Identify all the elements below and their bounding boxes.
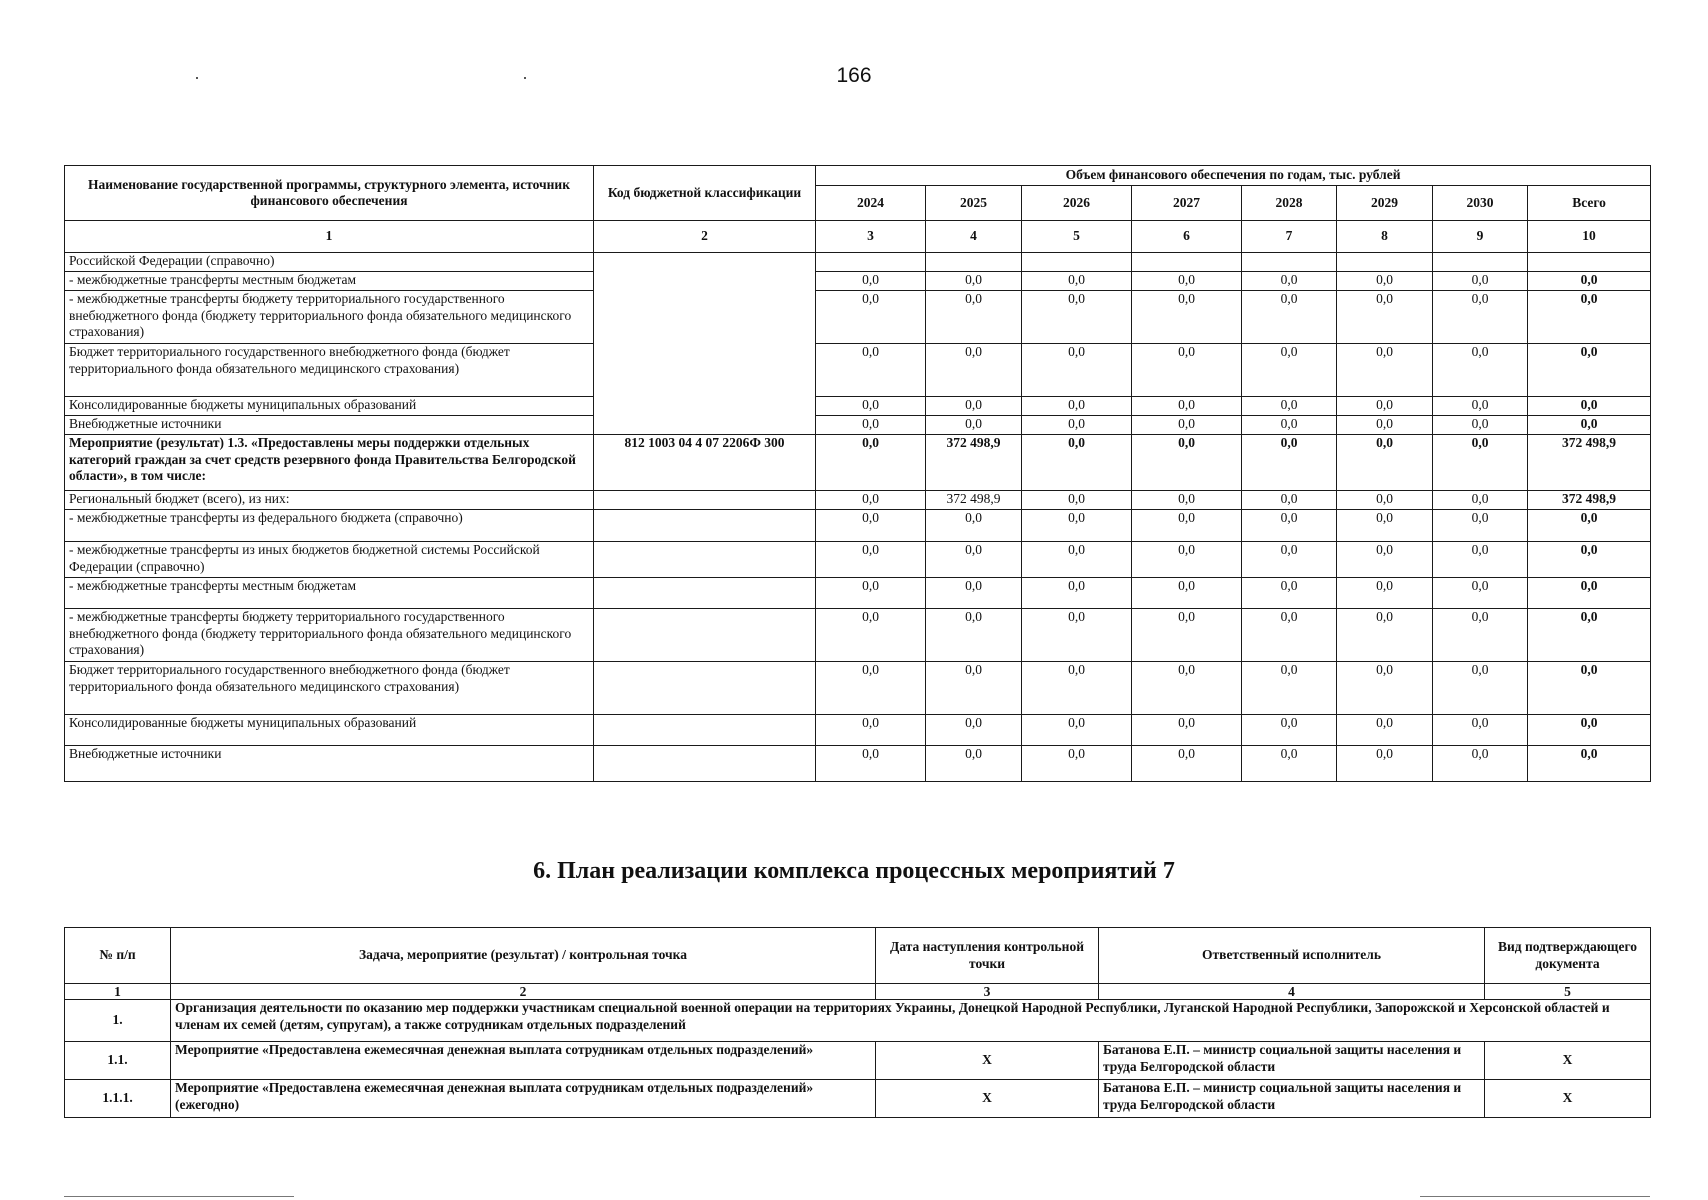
header-volume-group: Объем финансового обеспечения по годам, тыс. рублей bbox=[816, 166, 1651, 186]
row-value: 0,0 bbox=[1132, 715, 1242, 746]
row-value: 0,0 bbox=[1022, 416, 1132, 435]
row-code bbox=[594, 253, 816, 435]
header-year: Всего bbox=[1528, 186, 1651, 221]
row-name: Бюджет территориального государственного внебюджетного фонда (бюджет территориального фонда обязательного медицинского страхования) bbox=[65, 662, 594, 715]
row-name: Мероприятие (результат) 1.3. «Предоставлены меры поддержки отдельных категорий граждан за счет средств резервного фонда Правительства Белгородской области», в том числе: bbox=[65, 435, 594, 491]
row-value: 0,0 bbox=[1132, 746, 1242, 782]
row-value: 0,0 bbox=[1337, 291, 1433, 344]
row-name: Консолидированные бюджеты муниципальных образований bbox=[65, 715, 594, 746]
row-name: Внебюджетные источники bbox=[65, 416, 594, 435]
row-value: 0,0 bbox=[1242, 662, 1337, 715]
table-row bbox=[65, 344, 1651, 397]
row-value: 0,0 bbox=[816, 291, 926, 344]
row-code bbox=[594, 715, 816, 746]
table-row bbox=[65, 397, 1651, 416]
row-value: 0,0 bbox=[1022, 715, 1132, 746]
row-value: 0,0 bbox=[816, 662, 926, 715]
row-value: 0,0 bbox=[1132, 491, 1242, 510]
row-value: 0,0 bbox=[1132, 542, 1242, 578]
table-row bbox=[65, 510, 1651, 542]
row-name: Бюджет территориального государственного внебюджетного фонда (бюджет территориального фонда обязательного медицинского страхования) bbox=[65, 344, 594, 397]
row-name: Внебюджетные источники bbox=[65, 746, 594, 782]
table-row bbox=[65, 416, 1651, 435]
row-value: 0,0 bbox=[1022, 662, 1132, 715]
row-value: 0,0 bbox=[1433, 609, 1528, 662]
row-value: 0,0 bbox=[926, 510, 1022, 542]
row-task: Мероприятие «Предоставлена ежемесячная денежная выплата сотрудникам отдельных подразделений» (ежегодно) bbox=[171, 1080, 876, 1118]
row-value: 0,0 bbox=[1433, 715, 1528, 746]
table-row bbox=[65, 1042, 1651, 1080]
row-num: 1.1.1. bbox=[65, 1080, 171, 1118]
column-index: 1 bbox=[65, 984, 171, 1000]
row-value: 0,0 bbox=[1433, 416, 1528, 435]
row-value: 0,0 bbox=[1337, 542, 1433, 578]
row-value: 0,0 bbox=[926, 715, 1022, 746]
row-value bbox=[1132, 253, 1242, 272]
section-title: 6. План реализации комплекса процессных мероприятий 7 bbox=[533, 858, 1175, 884]
column-index: 3 bbox=[816, 221, 926, 253]
row-value bbox=[1528, 253, 1651, 272]
column-index: 3 bbox=[876, 984, 1099, 1000]
row-value: 0,0 bbox=[1242, 416, 1337, 435]
row-name: Региональный бюджет (всего), из них: bbox=[65, 491, 594, 510]
table-row bbox=[65, 435, 1651, 491]
row-date: Х bbox=[876, 1080, 1099, 1118]
row-value: 0,0 bbox=[926, 542, 1022, 578]
row-value: 0,0 bbox=[926, 272, 1022, 291]
row-value: 0,0 bbox=[926, 344, 1022, 397]
row-value: 372 498,9 bbox=[926, 491, 1022, 510]
table-row bbox=[65, 715, 1651, 746]
row-value: 0,0 bbox=[1337, 662, 1433, 715]
row-value: 0,0 bbox=[1528, 510, 1651, 542]
row-value: 0,0 bbox=[816, 491, 926, 510]
row-value: 0,0 bbox=[1132, 272, 1242, 291]
row-code bbox=[594, 609, 816, 662]
row-value: 0,0 bbox=[926, 609, 1022, 662]
row-value: 0,0 bbox=[1242, 542, 1337, 578]
row-name: Российской Федерации (справочно) bbox=[65, 253, 594, 272]
row-value: 0,0 bbox=[1132, 578, 1242, 609]
row-value: 0,0 bbox=[1132, 397, 1242, 416]
row-name: - межбюджетные трансферты бюджету территориального государственного внебюджетного фонда (бюджету территориального фонда обязательного медицинского страхования) bbox=[65, 291, 594, 344]
row-name: - межбюджетные трансферты из иных бюджетов бюджетной системы Российской Федерации (справочно) bbox=[65, 542, 594, 578]
section-row-num: 1. bbox=[65, 1000, 171, 1042]
row-value: 0,0 bbox=[1433, 542, 1528, 578]
row-code bbox=[594, 542, 816, 578]
row-value: 0,0 bbox=[1337, 746, 1433, 782]
row-value: 0,0 bbox=[926, 578, 1022, 609]
row-code: 812 1003 04 4 07 2206Ф 300 bbox=[594, 435, 816, 491]
row-value: 0,0 bbox=[1337, 416, 1433, 435]
row-value: 0,0 bbox=[1242, 272, 1337, 291]
row-value: 0,0 bbox=[1242, 491, 1337, 510]
row-value: 0,0 bbox=[1433, 435, 1528, 491]
column-index: 6 bbox=[1132, 221, 1242, 253]
header-year: 2024 bbox=[816, 186, 926, 221]
row-value: 0,0 bbox=[1022, 272, 1132, 291]
row-value: 0,0 bbox=[1132, 344, 1242, 397]
row-value: 0,0 bbox=[1433, 510, 1528, 542]
row-value: 0,0 bbox=[926, 416, 1022, 435]
column-index: 2 bbox=[594, 221, 816, 253]
row-value: 0,0 bbox=[1022, 491, 1132, 510]
row-name: - межбюджетные трансферты бюджету территориального государственного внебюджетного фонда (бюджету территориального фонда обязательного медицинского страхования) bbox=[65, 609, 594, 662]
row-value: 0,0 bbox=[1022, 435, 1132, 491]
table-row bbox=[65, 1080, 1651, 1118]
row-value: 372 498,9 bbox=[926, 435, 1022, 491]
table-row bbox=[65, 609, 1651, 662]
header-year: 2026 bbox=[1022, 186, 1132, 221]
row-value: 0,0 bbox=[816, 272, 926, 291]
row-value: 0,0 bbox=[1433, 291, 1528, 344]
row-num: 1.1. bbox=[65, 1042, 171, 1080]
row-value: 0,0 bbox=[1528, 344, 1651, 397]
column-index: 5 bbox=[1022, 221, 1132, 253]
row-value bbox=[1433, 253, 1528, 272]
header-year: 2028 bbox=[1242, 186, 1337, 221]
row-value: 0,0 bbox=[1528, 662, 1651, 715]
row-value: 0,0 bbox=[1242, 609, 1337, 662]
row-value: 0,0 bbox=[816, 397, 926, 416]
row-value: 0,0 bbox=[1022, 344, 1132, 397]
row-value: 0,0 bbox=[816, 435, 926, 491]
column-index: 1 bbox=[65, 221, 594, 253]
row-responsible: Батанова Е.П. – министр социальной защиты населения и труда Белгородской области bbox=[1099, 1080, 1485, 1118]
row-name: Консолидированные бюджеты муниципальных образований bbox=[65, 397, 594, 416]
row-value: 0,0 bbox=[1528, 542, 1651, 578]
row-value: 0,0 bbox=[816, 510, 926, 542]
row-value: 0,0 bbox=[1242, 578, 1337, 609]
column-index: 4 bbox=[926, 221, 1022, 253]
row-value: 0,0 bbox=[1022, 510, 1132, 542]
column-index: 9 bbox=[1433, 221, 1528, 253]
row-value: 0,0 bbox=[816, 542, 926, 578]
row-value: 0,0 bbox=[1433, 397, 1528, 416]
row-value: 0,0 bbox=[1022, 291, 1132, 344]
row-document-type: Х bbox=[1485, 1080, 1651, 1118]
row-responsible: Батанова Е.П. – министр социальной защиты населения и труда Белгородской области bbox=[1099, 1042, 1485, 1080]
header-task: Задача, мероприятие (результат) / контрольная точка bbox=[171, 928, 876, 984]
row-value: 0,0 bbox=[1132, 510, 1242, 542]
row-value: 0,0 bbox=[1337, 578, 1433, 609]
row-value: 0,0 bbox=[1528, 272, 1651, 291]
row-value: 372 498,9 bbox=[1528, 435, 1651, 491]
row-task: Мероприятие «Предоставлена ежемесячная денежная выплата сотрудникам отдельных подразделений» bbox=[171, 1042, 876, 1080]
column-index: 5 bbox=[1485, 984, 1651, 1000]
row-value: 0,0 bbox=[1528, 715, 1651, 746]
table-row bbox=[65, 662, 1651, 715]
table-row bbox=[65, 491, 1651, 510]
row-value: 0,0 bbox=[1132, 291, 1242, 344]
row-value: 0,0 bbox=[1337, 510, 1433, 542]
row-value: 0,0 bbox=[1337, 397, 1433, 416]
row-value: 0,0 bbox=[1528, 746, 1651, 782]
financing-table bbox=[64, 165, 1651, 782]
row-value: 0,0 bbox=[1242, 435, 1337, 491]
row-value: 0,0 bbox=[1022, 609, 1132, 662]
scan-speck bbox=[524, 77, 526, 79]
row-value: 0,0 bbox=[1242, 397, 1337, 416]
row-code bbox=[594, 491, 816, 510]
row-value: 0,0 bbox=[1022, 542, 1132, 578]
table-row bbox=[65, 542, 1651, 578]
row-value: 0,0 bbox=[1337, 344, 1433, 397]
row-value: 0,0 bbox=[1242, 291, 1337, 344]
row-date: Х bbox=[876, 1042, 1099, 1080]
row-value bbox=[816, 253, 926, 272]
row-value: 0,0 bbox=[1528, 416, 1651, 435]
row-value: 0,0 bbox=[1528, 397, 1651, 416]
row-value: 372 498,9 bbox=[1528, 491, 1651, 510]
row-value: 0,0 bbox=[816, 609, 926, 662]
row-value: 0,0 bbox=[926, 397, 1022, 416]
row-value: 0,0 bbox=[1528, 578, 1651, 609]
row-value bbox=[1022, 253, 1132, 272]
row-value bbox=[926, 253, 1022, 272]
row-name: - межбюджетные трансферты местным бюджетам bbox=[65, 272, 594, 291]
row-value: 0,0 bbox=[816, 715, 926, 746]
table-row bbox=[65, 253, 1651, 272]
row-value: 0,0 bbox=[1337, 491, 1433, 510]
footer-rule bbox=[64, 1196, 294, 1197]
column-index: 10 bbox=[1528, 221, 1651, 253]
row-value: 0,0 bbox=[1337, 715, 1433, 746]
row-value: 0,0 bbox=[816, 746, 926, 782]
row-value: 0,0 bbox=[1022, 578, 1132, 609]
row-value bbox=[1337, 253, 1433, 272]
column-index: 2 bbox=[171, 984, 876, 1000]
row-value: 0,0 bbox=[1242, 746, 1337, 782]
row-name: - межбюджетные трансферты местным бюджетам bbox=[65, 578, 594, 609]
row-value: 0,0 bbox=[1433, 344, 1528, 397]
scan-speck bbox=[196, 77, 198, 79]
row-value: 0,0 bbox=[1242, 715, 1337, 746]
row-value: 0,0 bbox=[1242, 510, 1337, 542]
row-value: 0,0 bbox=[1337, 609, 1433, 662]
header-year: 2030 bbox=[1433, 186, 1528, 221]
row-value: 0,0 bbox=[1132, 662, 1242, 715]
row-value: 0,0 bbox=[926, 746, 1022, 782]
column-index: 8 bbox=[1337, 221, 1433, 253]
row-value: 0,0 bbox=[1337, 435, 1433, 491]
column-index: 7 bbox=[1242, 221, 1337, 253]
row-value: 0,0 bbox=[1132, 435, 1242, 491]
row-value: 0,0 bbox=[1433, 491, 1528, 510]
row-document-type: Х bbox=[1485, 1042, 1651, 1080]
row-value: 0,0 bbox=[926, 291, 1022, 344]
footer-rule bbox=[1420, 1196, 1650, 1197]
table-row bbox=[65, 746, 1651, 782]
row-value: 0,0 bbox=[816, 578, 926, 609]
header-year: 2027 bbox=[1132, 186, 1242, 221]
row-code bbox=[594, 662, 816, 715]
row-value: 0,0 bbox=[1022, 746, 1132, 782]
row-value: 0,0 bbox=[1242, 344, 1337, 397]
row-value: 0,0 bbox=[816, 416, 926, 435]
row-value: 0,0 bbox=[1132, 416, 1242, 435]
page-number: 166 bbox=[836, 64, 872, 87]
row-value: 0,0 bbox=[1528, 609, 1651, 662]
table-row bbox=[65, 291, 1651, 344]
header-year: 2025 bbox=[926, 186, 1022, 221]
row-value: 0,0 bbox=[1433, 662, 1528, 715]
row-value: 0,0 bbox=[1022, 397, 1132, 416]
row-value: 0,0 bbox=[1433, 272, 1528, 291]
header-code: Код бюджетной классификации bbox=[594, 166, 816, 221]
row-code bbox=[594, 578, 816, 609]
row-value: 0,0 bbox=[1433, 746, 1528, 782]
header-name: Наименование государственной программы, структурного элемента, источник финансового обеспечения bbox=[65, 166, 594, 221]
plan-table bbox=[64, 927, 1651, 1118]
row-value: 0,0 bbox=[1528, 291, 1651, 344]
row-name: - межбюджетные трансферты из федерального бюджета (справочно) bbox=[65, 510, 594, 542]
header-num: № п/п bbox=[65, 928, 171, 984]
header-year: 2029 bbox=[1337, 186, 1433, 221]
row-code bbox=[594, 510, 816, 542]
table-row bbox=[65, 578, 1651, 609]
row-value: 0,0 bbox=[926, 662, 1022, 715]
row-value: 0,0 bbox=[1337, 272, 1433, 291]
row-value: 0,0 bbox=[1433, 578, 1528, 609]
row-value: 0,0 bbox=[1132, 609, 1242, 662]
table-row bbox=[65, 272, 1651, 291]
row-value: 0,0 bbox=[816, 344, 926, 397]
header-responsible: Ответственный исполнитель bbox=[1099, 928, 1485, 984]
header-date: Дата наступления контрольной точки bbox=[876, 928, 1099, 984]
row-code bbox=[594, 746, 816, 782]
header-document-type: Вид подтверждающего документа bbox=[1485, 928, 1651, 984]
row-value bbox=[1242, 253, 1337, 272]
column-index: 4 bbox=[1099, 984, 1485, 1000]
section-row-text: Организация деятельности по оказанию мер поддержки участникам специальной военной операции на территориях Украины, Донецкой Народной Республики, Луганской Народной Республики, Запорожской и Херсонской областей и членам их семей (детям, супругам), а также сотрудникам отдельных подразделений bbox=[171, 1000, 1651, 1042]
